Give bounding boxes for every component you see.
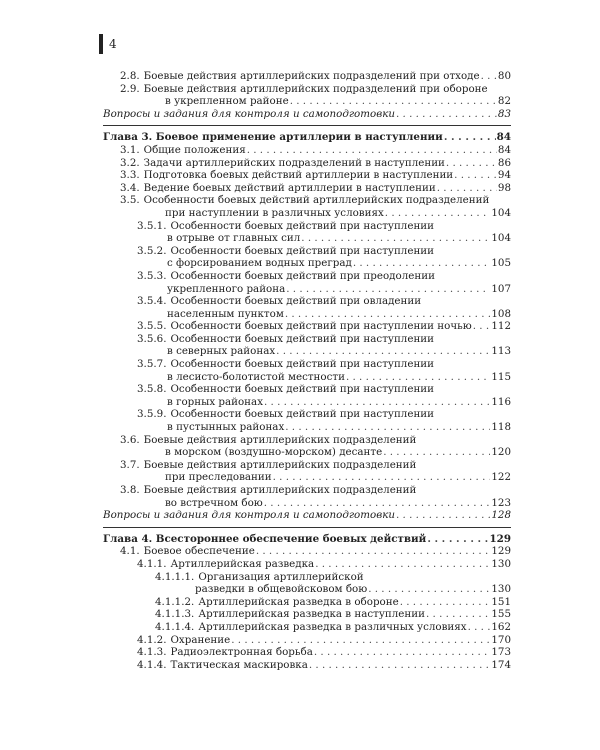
toc-entry-title: Организация артиллерийской xyxy=(198,570,364,583)
toc-entry[interactable] xyxy=(103,646,511,659)
toc-entry-page: 120 xyxy=(491,446,511,459)
toc-entry-title: Особенности боевых действий при наступлении xyxy=(170,383,435,396)
dot-leader xyxy=(427,533,488,546)
header-bar-mark xyxy=(99,34,103,54)
page-header xyxy=(99,34,117,54)
toc-entry-page: 104 xyxy=(491,206,511,219)
toc-entry[interactable] xyxy=(103,194,511,219)
toc-entry-title-continued: в пустынных районах xyxy=(167,421,285,434)
toc-entry-number: 3.5.2. xyxy=(137,244,167,257)
toc-entry[interactable] xyxy=(103,108,511,121)
toc-entry-number: 4.1.2. xyxy=(137,633,167,646)
toc-entry-page: 86 xyxy=(497,156,511,169)
toc-entry-title: Особенности боевых действий при наступлении xyxy=(170,244,435,257)
toc-entry-page: 98 xyxy=(497,181,511,194)
toc-entry-page: 155 xyxy=(491,608,511,621)
toc-entry-page: 108 xyxy=(491,307,511,320)
toc-entry-number: 4.1.1.1. xyxy=(155,570,195,583)
toc-entry-title: Особенности боевых действий артиллерийских подразделений xyxy=(143,194,490,207)
toc-entry-title: Охранение xyxy=(170,633,231,646)
toc-entry-page: 122 xyxy=(491,471,511,484)
dot-leader xyxy=(309,659,490,672)
toc-entry[interactable] xyxy=(103,571,511,596)
toc-entry[interactable] xyxy=(103,558,511,571)
toc-entry-title: Боевое обеспечение xyxy=(143,545,255,558)
toc-entry[interactable] xyxy=(103,333,511,358)
toc-entry-page: 170 xyxy=(491,633,511,646)
toc-entry-title: Вопросы и задания для контроля и самоподготовки xyxy=(103,509,395,522)
toc-entry-title: Боевые действия артиллерийских подразделений xyxy=(143,458,417,471)
toc-entry[interactable] xyxy=(103,83,511,108)
toc-entry-number: 3.5. xyxy=(120,194,140,207)
toc-entry[interactable] xyxy=(103,157,511,170)
toc-entry[interactable] xyxy=(103,220,511,245)
dot-leader xyxy=(473,320,491,333)
toc-entry-title: Особенности боевых действий при наступлении xyxy=(170,408,435,421)
toc-entry-title: Артиллерийская разведка xyxy=(170,557,315,570)
toc-entry-title-continued: населенным пунктом xyxy=(167,307,284,320)
toc-entry[interactable] xyxy=(103,621,511,634)
toc-entry[interactable] xyxy=(103,484,511,509)
toc-entry[interactable] xyxy=(103,533,511,546)
toc-entry[interactable] xyxy=(103,596,511,609)
toc-entry-title: Вопросы и задания для контроля и самоподготовки xyxy=(103,107,395,120)
toc-entry-page: 104 xyxy=(491,232,511,245)
toc-entry-page: 83 xyxy=(497,107,511,120)
toc-entry-title: Тактическая маскировка xyxy=(170,658,308,671)
toc-entry-title-continued: в морском (воздушно-морском) десанте xyxy=(165,446,383,459)
toc-entry-title: Боевые действия артиллерийских подразделений при обороне xyxy=(143,82,488,95)
toc-entry[interactable] xyxy=(103,144,511,157)
toc-entry-number: 3.5.6. xyxy=(137,332,167,345)
dot-leader xyxy=(256,545,491,558)
dot-leader xyxy=(385,207,491,220)
toc-entry-page: 115 xyxy=(491,370,511,383)
toc-entry-title-continued: в северных районах xyxy=(167,345,276,358)
toc-entry-title-continued: во встречном бою xyxy=(165,496,263,509)
dot-leader xyxy=(481,70,497,83)
dot-leader xyxy=(396,108,497,121)
dot-leader xyxy=(353,257,491,270)
toc-entry-page: 107 xyxy=(491,282,511,295)
toc-entry-page: 129 xyxy=(489,532,511,545)
dot-leader xyxy=(285,308,491,321)
dot-leader xyxy=(468,621,491,634)
toc-entry-title: Особенности боевых действий при наступлении xyxy=(170,332,435,345)
dot-leader xyxy=(264,497,491,510)
toc-entry-title-continued: при преследовании xyxy=(165,471,272,484)
toc-entry-title: Боевые действия артиллерийских подразделений xyxy=(143,484,417,496)
toc-entry[interactable] xyxy=(103,295,511,320)
dot-leader xyxy=(273,471,491,484)
toc-entry-number: 3.4. xyxy=(120,181,140,194)
toc-entry[interactable] xyxy=(103,659,511,672)
toc-entry-page: 129 xyxy=(491,545,511,558)
dot-leader xyxy=(247,144,497,157)
toc-entry-title: Особенности боевых действий при наступлении xyxy=(170,358,435,371)
section-divider xyxy=(103,125,511,126)
dot-leader xyxy=(426,608,490,621)
toc-entry-title: Артиллерийская разведка в различных условиях xyxy=(198,620,467,633)
toc-entry[interactable] xyxy=(103,245,511,270)
toc-entry-number: 4.1.1.4. xyxy=(155,620,195,633)
toc-entry-title-continued: разведки в общевойсковом бою xyxy=(195,583,368,596)
toc-entry-number: 3.2. xyxy=(120,156,140,169)
toc-entry[interactable] xyxy=(103,70,511,83)
toc-entry-title: Общие положения xyxy=(143,143,246,156)
dot-leader xyxy=(231,634,490,647)
toc-entry-title: Боевые действия артиллерийских подразделений xyxy=(143,433,417,446)
toc-entry-number: 3.5.1. xyxy=(137,219,167,232)
dot-leader xyxy=(346,371,490,384)
dot-leader xyxy=(264,396,490,409)
dot-leader xyxy=(396,509,490,522)
toc-entry-number: 3.7. xyxy=(120,458,140,471)
toc-entry[interactable] xyxy=(103,408,511,433)
toc-entry-page: 116 xyxy=(491,395,511,408)
toc-entry-page: 94 xyxy=(497,169,511,182)
dot-leader xyxy=(314,646,490,659)
dot-leader xyxy=(444,131,496,144)
toc-entry-title: Особенности боевых действий при овладении xyxy=(170,295,422,308)
toc-entry-title: Особенности боевых действий при наступлении xyxy=(170,219,435,232)
toc-entry[interactable] xyxy=(103,131,511,144)
toc-entry-title: Глава 4. Всестороннее обеспечение боевых действий xyxy=(103,532,427,545)
toc-entry-page: 128 xyxy=(491,509,511,522)
toc-entry[interactable] xyxy=(103,634,511,647)
dot-leader xyxy=(383,446,490,459)
toc-entry-page: 82 xyxy=(497,95,511,108)
toc-entry-title: Артиллерийская разведка в наступлении xyxy=(198,608,425,621)
toc-entry-title-continued: в укрепленном районе xyxy=(165,95,289,108)
toc-entry-number: 3.3. xyxy=(120,169,140,182)
toc-entry-title: Особенности боевых действий при преодолении xyxy=(170,269,435,282)
toc-entry-title-continued: с форсированием водных преград xyxy=(167,257,352,270)
toc-entry[interactable] xyxy=(103,182,511,195)
toc-entry-page: 174 xyxy=(491,658,511,671)
toc-entry-number: 3.8. xyxy=(120,484,140,496)
toc-entry-page: 84 xyxy=(497,143,511,156)
toc-entry[interactable] xyxy=(103,434,511,459)
toc-entry-page: 80 xyxy=(497,70,511,82)
dot-leader xyxy=(368,583,490,596)
toc-entry-title-continued: в отрыве от главных сил xyxy=(167,232,301,245)
toc-entry-title-continued: в лесисто-болотистой местности xyxy=(167,370,345,383)
toc-entry[interactable] xyxy=(103,509,511,522)
toc-entry-number: 4.1.1.2. xyxy=(155,595,195,608)
toc-entry-page: 105 xyxy=(491,257,511,270)
toc-entry-number: 2.9. xyxy=(120,82,140,95)
toc-entry-page: 123 xyxy=(491,496,511,509)
toc-entry[interactable] xyxy=(103,608,511,621)
toc-entry-page: 118 xyxy=(491,421,511,434)
toc-entry-page: 112 xyxy=(491,320,511,333)
toc-entry[interactable] xyxy=(103,320,511,333)
toc-entry-title: Глава 3. Боевое применение артиллерии в наступлении xyxy=(103,131,443,144)
toc-entry-number: 4.1.1. xyxy=(137,557,167,570)
toc-entry-number: 4.1. xyxy=(120,545,140,558)
toc-entry-page: 130 xyxy=(491,583,511,596)
toc-entry-number: 3.5.9. xyxy=(137,408,167,421)
toc-entry-number: 3.5.8. xyxy=(137,383,167,396)
toc-entry-number: 2.8. xyxy=(120,70,140,82)
toc-entry-page: 173 xyxy=(491,646,511,659)
toc-entry[interactable] xyxy=(103,383,511,408)
toc-entry-number: 4.1.3. xyxy=(137,646,167,659)
toc-entry-number: 3.5.4. xyxy=(137,295,167,308)
toc-entry[interactable] xyxy=(103,270,511,295)
toc-entry-number: 4.1.1.3. xyxy=(155,608,195,621)
toc-entry-page: 84 xyxy=(496,131,511,144)
dot-leader xyxy=(315,558,490,571)
page-number: 4 xyxy=(109,37,117,51)
toc-entry-title: Подготовка боевых действий артиллерии в наступлении xyxy=(143,169,454,182)
dot-leader xyxy=(400,596,491,609)
toc-entry-number: 3.6. xyxy=(120,433,140,446)
dot-leader xyxy=(276,345,490,358)
toc-entry[interactable] xyxy=(103,545,511,558)
toc-entry[interactable] xyxy=(103,459,511,484)
toc-entry-number: 3.5.7. xyxy=(137,358,167,371)
toc-entry-title: Артиллерийская разведка в обороне xyxy=(198,595,399,608)
toc-entry-number: 3.1. xyxy=(120,143,140,156)
dot-leader xyxy=(446,157,497,170)
toc-entry-title: Задачи артиллерийских подразделений в наступлении xyxy=(143,156,445,169)
toc-entry-title-continued: при наступлении в различных условиях xyxy=(165,206,384,219)
toc-entry-page: 162 xyxy=(491,620,511,633)
toc-entry-title: Ведение боевых действий артиллерии в наступлении xyxy=(143,181,436,194)
toc-entry[interactable] xyxy=(103,358,511,383)
toc-entry-title: Радиоэлектронная борьба xyxy=(170,646,313,659)
dot-leader xyxy=(290,95,497,108)
toc-entry-title: Особенности боевых действий при наступлении ночью xyxy=(170,320,472,333)
toc-entry-number: 3.5.5. xyxy=(137,320,167,333)
dot-leader xyxy=(454,169,497,182)
toc-entry-title: Боевые действия артиллерийских подразделений при отходе xyxy=(143,70,480,82)
toc-entry[interactable] xyxy=(103,169,511,182)
dot-leader xyxy=(285,421,490,434)
toc-entry-page: 113 xyxy=(491,345,511,358)
toc-entry-title-continued: в горных районах xyxy=(167,395,263,408)
section-divider xyxy=(103,527,511,528)
toc-entry-number: 3.5.3. xyxy=(137,269,167,282)
dot-leader xyxy=(286,283,490,296)
toc-entry-page: 151 xyxy=(491,595,511,608)
toc-entry-number: 4.1.4. xyxy=(137,658,167,671)
table-of-contents xyxy=(103,70,511,671)
toc-entry-title-continued: укрепленного района xyxy=(167,282,286,295)
toc-entry-page: 130 xyxy=(491,557,511,570)
dot-leader xyxy=(437,182,497,195)
dot-leader xyxy=(301,232,490,245)
